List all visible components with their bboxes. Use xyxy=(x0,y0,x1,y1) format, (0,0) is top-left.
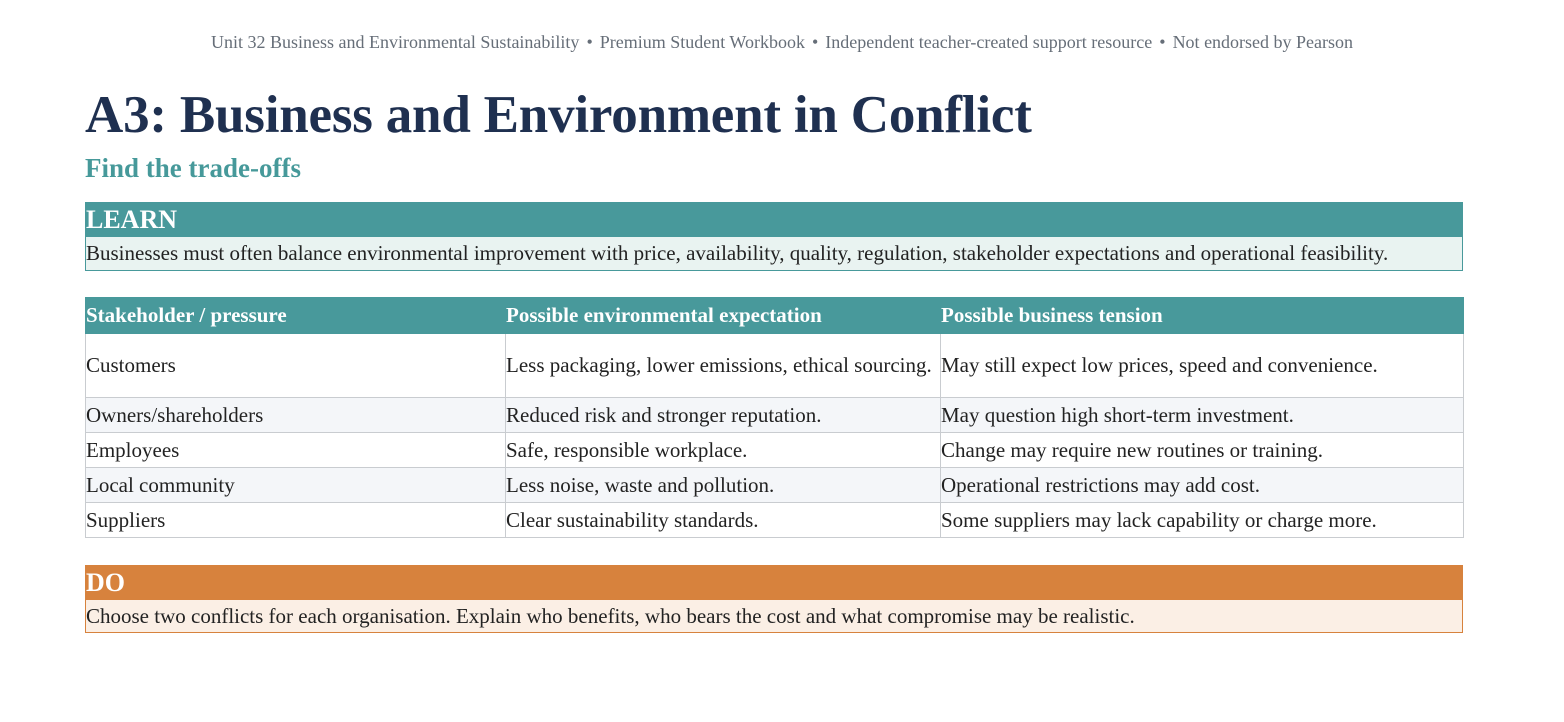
learn-box xyxy=(85,202,1463,271)
learn-heading: LEARN xyxy=(86,203,1462,237)
table-header-row xyxy=(86,298,1464,334)
table-cell: Less noise, waste and pollution. xyxy=(506,468,941,503)
table-row xyxy=(86,503,1464,538)
header-separator: • xyxy=(1159,32,1166,52)
learn-text: Businesses must often balance environmental improvement with price, availability, quality, regulation, stakeholder expectations and operational feasibility. xyxy=(86,237,1462,270)
column-header-tension: Possible business tension xyxy=(941,298,1464,334)
table-cell: Clear sustainability standards. xyxy=(506,503,941,538)
do-heading: DO xyxy=(86,566,1462,600)
header-workbook: Premium Student Workbook xyxy=(599,32,805,52)
table-cell: Local community xyxy=(86,468,506,503)
table-cell: Suppliers xyxy=(86,503,506,538)
table-row xyxy=(86,334,1464,398)
table-cell: Change may require new routines or training. xyxy=(941,433,1464,468)
table-cell: Reduced risk and stronger reputation. xyxy=(506,398,941,433)
table-row xyxy=(86,433,1464,468)
workbook-page xyxy=(85,0,1463,633)
do-box xyxy=(85,565,1463,633)
table-row xyxy=(86,398,1464,433)
table-cell: Customers xyxy=(86,334,506,398)
table-cell: Operational restrictions may add cost. xyxy=(941,468,1464,503)
table-cell: Employees xyxy=(86,433,506,468)
table-cell: Owners/shareholders xyxy=(86,398,506,433)
table-cell: Some suppliers may lack capability or charge more. xyxy=(941,503,1464,538)
page-title: A3: Business and Environment in Conflict xyxy=(85,86,1032,144)
header-unit: Unit 32 Business and Environmental Sustainability xyxy=(210,32,580,52)
column-header-stakeholder: Stakeholder / pressure xyxy=(86,298,506,334)
header-separator: • xyxy=(586,32,593,52)
table-cell: May question high short-term investment. xyxy=(941,398,1464,433)
stakeholder-table xyxy=(85,297,1464,538)
do-text: Choose two conflicts for each organisation. Explain who benefits, who bears the cost and what compromise may be realistic. xyxy=(86,600,1462,632)
table-row xyxy=(86,468,1464,503)
table-cell: May still expect low prices, speed and convenience. xyxy=(941,334,1464,398)
header-separator: • xyxy=(811,32,819,52)
header-endorsement-note: Not endorsed by Pearson xyxy=(1172,32,1354,52)
header-resource-note: Independent teacher-created support resource xyxy=(825,32,1153,52)
table-cell: Safe, responsible workplace. xyxy=(506,433,941,468)
column-header-expectation: Possible environmental expectation xyxy=(506,298,941,334)
table-cell: Less packaging, lower emissions, ethical sourcing. xyxy=(506,334,941,398)
running-header xyxy=(0,31,1564,53)
page-subtitle: Find the trade-offs xyxy=(85,153,301,183)
